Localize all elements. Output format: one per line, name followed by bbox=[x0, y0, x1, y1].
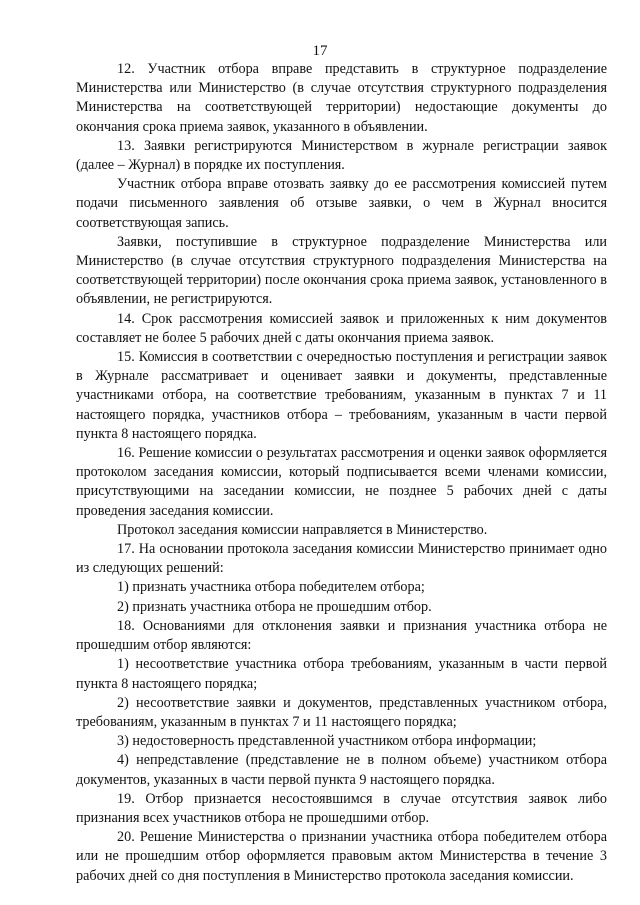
list-item-18-4: 4) непредставление (представление не в полном объеме) участником отбора документов, указанных в части первой пункта 9 настоящего порядка. bbox=[76, 752, 607, 788]
paragraph-16: 16. Решение комиссии о результатах рассмотрения и оценки заявок оформляется протоколом заседания комиссии, который подписывается всеми членами комиссии, присутствующими на заседании комиссии, не позднее 5 рабочих дней с даты проведения заседания комиссии. bbox=[76, 445, 607, 519]
paragraph-15: 15. Комиссия в соответствии с очередностью поступления и регистрации заявок в Журнале рассматривает и оценивает заявки и документы, представленные участниками отбора, на соответствие требованиям, указанным в пунктах 7 и 11 настоящего порядка, участников отбора – требованиям, указанным в части первой пункта 8 настоящего порядка. bbox=[76, 349, 607, 442]
document-body bbox=[76, 60, 607, 886]
paragraph-13: 13. Заявки регистрируются Министерством в журнале регистрации заявок (далее – Журнал) в порядке их поступления. bbox=[76, 137, 607, 174]
paragraph-19: 19. Отбор признается несостоявшимся в случае отсутствия заявок либо признания всех участников отбора не прошедшими отбор. bbox=[76, 790, 607, 826]
paragraph-18: 18. Основаниями для отклонения заявки и признания участника отбора не прошедшим отбор являются: bbox=[76, 617, 607, 654]
list-item-17-1: 1) признать участника отбора победителем отбора; bbox=[117, 579, 425, 596]
page-number: 17 bbox=[312, 43, 328, 59]
paragraph-12: 12. Участник отбора вправе представить в структурное подразделение Министерства или Министерство (в случае отсутствия структурного подразделения Министерства на соответствующей территории) недостающие документы до окончания срока приема заявок, указанного в объявлении. bbox=[76, 61, 607, 135]
paragraph-20: 20. Решение Министерства о признании участника отбора победителем отбора или не прошедшим отбор оформляется правовым актом Министерства в течение 3 рабочих дней со дня поступления в Министерство протокола заседания комиссии. bbox=[76, 829, 607, 884]
paragraph-17: 17. На основании протокола заседания комиссии Министерство принимает одно из следующих решений: bbox=[76, 541, 607, 577]
list-item-18-3: 3) недостоверность представленной участником отбора информации; bbox=[117, 733, 537, 750]
list-item-18-2: 2) несоответствие заявки и документов, представленных участником отбора, требованиям, указанным в пунктах 7 и 11 настоящего порядка; bbox=[76, 694, 607, 730]
list-item-18-1: 1) несоответствие участника отбора требованиям, указанным в части первой пункта 8 настоящего порядка; bbox=[76, 656, 607, 692]
paragraph-13-withdrawal: Участник отбора вправе отозвать заявку до ее рассмотрения комиссией путем подачи письменного заявления об отзыве заявки, о чем в Журнал вносится соответствующая запись. bbox=[76, 176, 607, 231]
list-item-17-2: 2) признать участника отбора не прошедшим отбор. bbox=[117, 598, 432, 615]
paragraph-16-protocol: Протокол заседания комиссии направляется в Министерство. bbox=[117, 521, 488, 538]
paragraph-13-late-applications: Заявки, поступившие в структурное подразделение Министерства или Министерство (в случае отсутствия структурного подразделения Министерства на соответствующей территории) после окончания срока приема заявок, установленного в объявлении, не регистрируются. bbox=[76, 233, 607, 308]
paragraph-14: 14. Срок рассмотрения комиссией заявок и приложенных к ним документов составляет не более 5 рабочих дней с даты окончания приема заявок. bbox=[76, 310, 607, 346]
